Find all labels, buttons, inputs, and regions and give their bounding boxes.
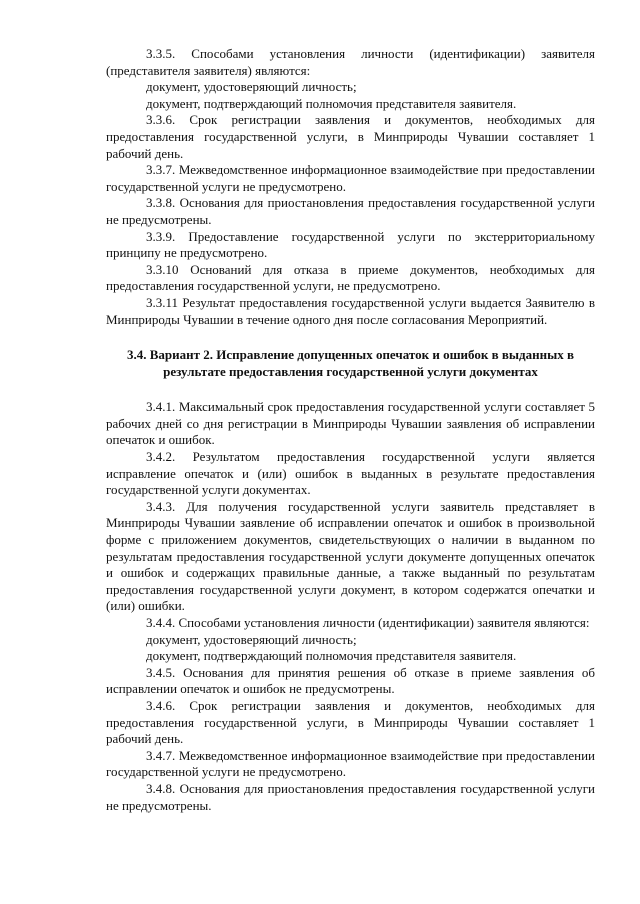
section-3-4-items	[106, 399, 595, 814]
paragraph-authority-document: документ, подтверждающий полномочия представителя заявителя.	[146, 95, 517, 111]
paragraph-id-document: документ, удостоверяющий личность;	[146, 79, 357, 95]
paragraph-3-4-2: 3.4.2. Результатом предоставления государственной услуги является исправление опечаток и (или) ошибок в выданных в результате предоставления государственной услуги документах.	[106, 449, 595, 498]
section-3-3-items	[106, 46, 595, 328]
paragraph-3-3-11: 3.3.11 Результат предоставления государственной услуги выдается Заявителю в Минприроды Чувашии в течение одного дня после согласования Мероприятий.	[106, 294, 595, 327]
paragraph-3-3-10: 3.3.10 Оснований для отказа в приеме документов, необходимых для предоставления государственной услуги, не предусмотрено.	[106, 261, 595, 294]
document-page	[106, 46, 595, 814]
paragraph-authority-document-2: документ, подтверждающий полномочия представителя заявителя.	[146, 648, 517, 664]
paragraph-3-4-8: 3.4.8. Основания для приостановления предоставления государственной услуги не предусмотрены.	[106, 780, 595, 813]
paragraph-3-3-6: 3.3.6. Срок регистрации заявления и документов, необходимых для предоставления государственной услуги, в Минприроды Чувашии составляет 1 рабочий день.	[106, 112, 595, 161]
paragraph-3-4-7: 3.4.7. Межведомственное информационное взаимодействие при предоставлении государственной услуги не предусмотрено.	[106, 747, 595, 780]
paragraph-3-3-9: 3.3.9. Предоставление государственной услуги по экстерриториальному принципу не предусмотрено.	[106, 228, 595, 261]
paragraph-3-3-5: 3.3.5. Способами установления личности (идентификации) заявителя (представителя заявителя) являются:	[106, 46, 595, 78]
paragraph-3-4-3: 3.4.3. Для получения государственной услуги заявитель представляет в Минприроды Чувашии заявление об исправлении опечаток и ошибок в произвольной форме с приложением документов, свидетельствующих о наличии в выданном по результатам предоставления государственной услуги документе допущенных опечаток и ошибок и содержащих правильные данные, а также выданный по результатам предоставления государственной услуги документ, в котором содержатся опечатки и (или) ошибки.	[106, 498, 595, 614]
paragraph-3-3-7: 3.3.7. Межведомственное информационное взаимодействие при предоставлении государственной услуги не предусмотрено.	[106, 162, 595, 194]
paragraph-3-4-4: 3.4.4. Способами установления личности (идентификации) заявителя являются:	[146, 615, 590, 630]
paragraph-3-3-8: 3.3.8. Основания для приостановления предоставления государственной услуги не предусмотрены.	[106, 195, 595, 227]
paragraph-3-4-6: 3.4.6. Срок регистрации заявления и документов, необходимых для предоставления государственной услуги, в Минприроды Чувашии составляет 1 рабочий день.	[106, 697, 595, 747]
section-heading-3-4: 3.4. Вариант 2. Исправление допущенных опечаток и ошибок в выданных в результате предоставления государственной услуги документах	[126, 347, 575, 379]
paragraph-id-document-2: документ, удостоверяющий личность;	[146, 631, 357, 647]
paragraph-3-4-1: 3.4.1. Максимальный срок предоставления государственной услуги составляет 5 рабочих дней со дня регистрации в Минприроды Чувашии заявления об исправлении опечаток и ошибок.	[106, 399, 595, 448]
paragraph-3-4-5: 3.4.5. Основания для принятия решения об отказе в приеме заявления об исправлении опечаток и ошибок не предусмотрены.	[106, 664, 595, 697]
